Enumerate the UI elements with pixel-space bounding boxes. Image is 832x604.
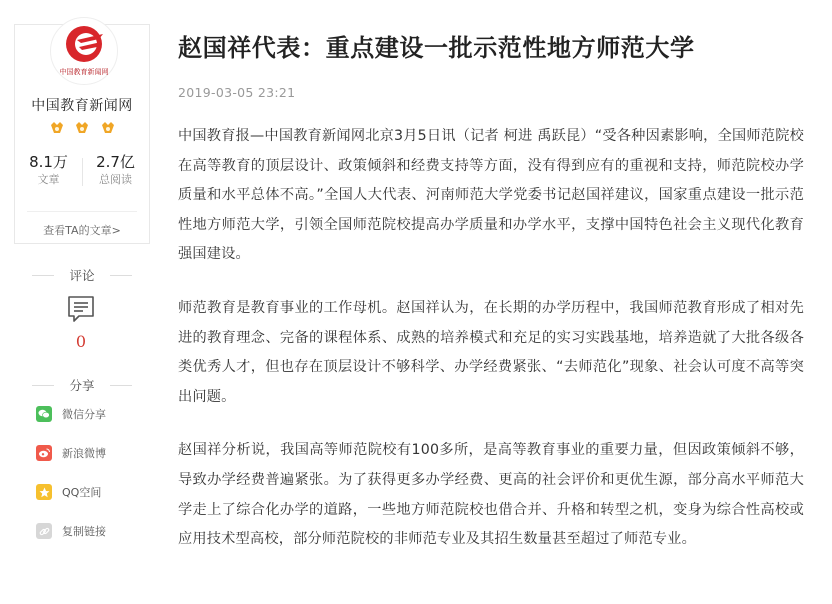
medal-icon [75,121,89,137]
stat-reads-label: 总阅读 [99,173,132,186]
weibo-icon [36,445,52,461]
article-paragraph: 赵国祥分析说，我国高等师范院校有100多所，是高等教育事业的重要力量，但因政策倾斜不够，导致办学经费普遍紧张。为了获得更多办学经费、更高的社会评价和更优生源，部分高水平师范大学走上了综合化办学的道路，一些地方师范院校也借合并、升格和转型之机，变身为综合性高校或应用技术型高校，部分师范院校的非师范专业及其招生数量甚至超过了师范专业。 [178,442,804,548]
wechat-icon [36,406,52,422]
stat-reads [82,153,149,189]
share-weibo-button[interactable] [36,443,106,463]
comment-button[interactable] [66,294,96,324]
qzone-icon [36,484,52,500]
avatar[interactable] [50,17,118,85]
link-icon [36,523,52,539]
article-paragraph: 师范教育是教育事业的工作母机。赵国祥认为，在长期的办学历程中，我国师范教育形成了相对先进的教育理念、完备的课程体系、成熟的培养模式和充足的实习实践基地，培养造就了大批各级各类优秀人才，但也存在顶层设计不够科学、办学经费紧张、“去师范化”现象、社会认可度不高等突出问题。 [178,299,804,405]
svg-text:中国教育新闻网: 中国教育新闻网 [59,68,109,76]
article-date: 2019-03-05 23:21 [178,85,296,100]
article-body [178,122,804,579]
copy-link-label: 复制链接 [62,525,106,538]
comment-section-title: 评论 [32,266,132,284]
card-divider [27,211,137,212]
share-wechat-button[interactable] [36,404,106,424]
stat-reads-value: 2.7亿 [96,153,135,171]
author-card [14,24,150,244]
article-title: 赵国祥代表：重点建设一批示范性地方师范大学 [178,34,695,62]
comment-icon [66,294,96,324]
medal-icon [101,121,115,137]
article-paragraph: 中国教育报—中国教育新闻网北京3月5日讯（记者 柯进 禹跃昆）“受各种因素影响，全国师范院校在高等教育的顶层设计、政策倾斜和经费支持等方面，没有得到应有的重视和支持，师范院校办学质量和水平总体不高。”全国人大代表、河南师范大学党委书记赵国祥建议，国家重点建设一批示范性地方师范大学，引领全国师范院校提高办学质量和办学水平，支撑中国特色社会主义现代化教育强国建设。 [178,128,804,263]
stat-articles-label: 文章 [37,173,60,186]
share-wechat-label: 微信分享 [62,408,106,421]
comment-count[interactable]: 0 [75,332,87,351]
newspaper-logo-icon [51,18,117,84]
stat-articles [15,153,82,189]
medal-icon [50,121,64,137]
share-section-title: 分享 [32,376,132,394]
medal-row [15,121,149,137]
stat-divider [82,158,83,186]
share-qzone-button[interactable] [36,482,101,502]
stat-articles-value: 8.1万 [29,153,68,171]
copy-link-button[interactable] [36,521,106,541]
share-weibo-label: 新浪微博 [62,447,106,460]
author-name[interactable]: 中国教育新闻网 [31,98,133,114]
share-qzone-label: QQ空间 [62,486,102,499]
view-author-articles-link[interactable]: 查看TA的文章> [43,224,121,237]
